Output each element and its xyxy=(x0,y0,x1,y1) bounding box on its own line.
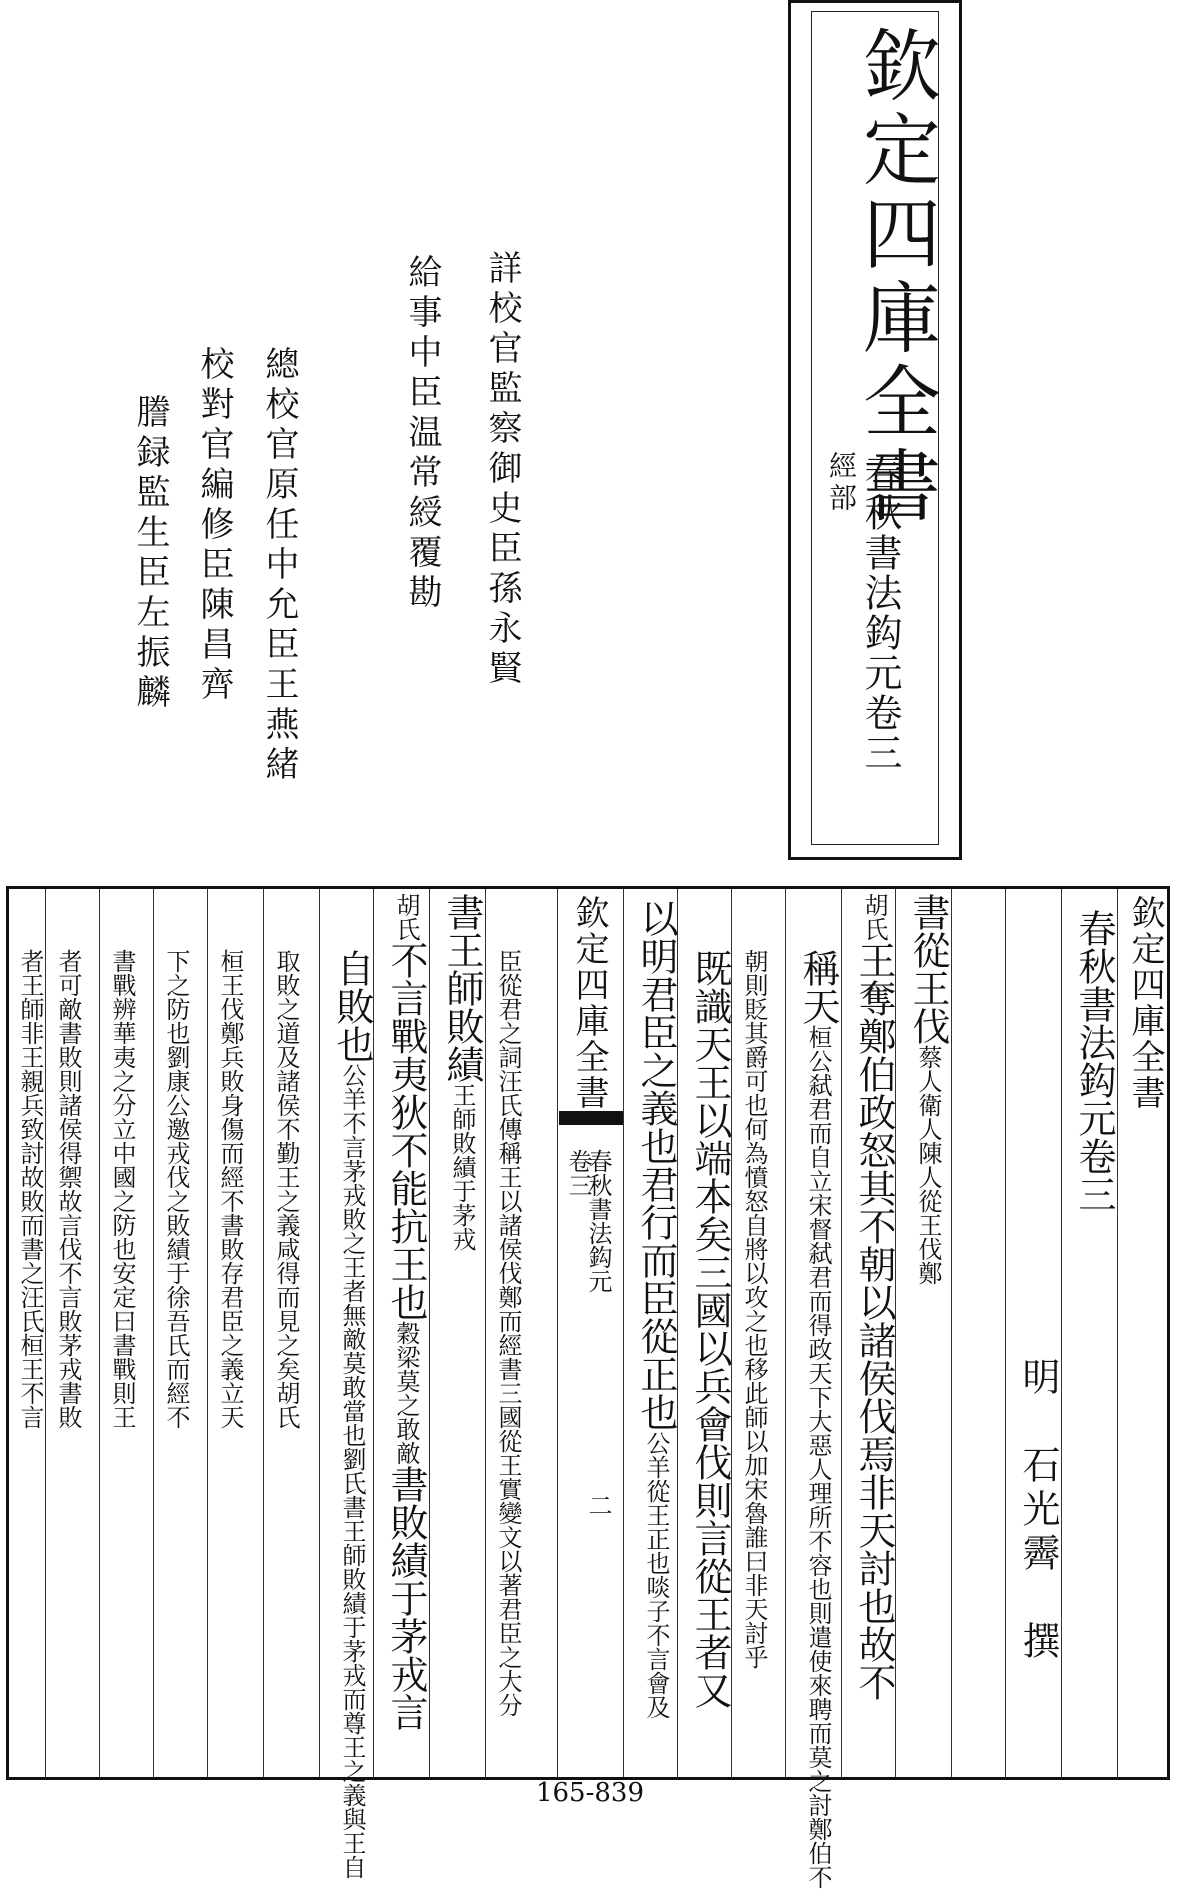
credit-chief-proofreader: 總校官原任中允臣王燕緒 xyxy=(259,346,299,786)
chapter-title: 春秋書法鈎元卷三 xyxy=(1072,909,1116,1213)
title-box xyxy=(788,0,962,860)
center-leaf-number: 二 xyxy=(584,1493,612,1517)
heading-wang-shi: 書王師敗績 xyxy=(440,893,484,1083)
text-ji-shi: 既識天王以端本矣三國以兵會伐則言從王者又 xyxy=(688,949,732,1709)
note-chao-ze: 朝則貶其爵可也何為憤怒自將以攻之也移此師以加宋魯誰曰非天討乎 xyxy=(740,949,768,1669)
note-xia-zhi: 下之防也劉康公邀戎伐之敗績于徐吾氏而經不 xyxy=(162,949,190,1429)
section-label: 經部 xyxy=(825,451,858,515)
center-volume: 卷三 xyxy=(564,1149,592,1197)
book-title: 春秋書法鈎元卷三 xyxy=(858,453,902,773)
author-line: 明 石光霽 撰 xyxy=(1016,1357,1060,1665)
credit-proofreader: 校對官編修臣陳昌齊 xyxy=(194,346,234,706)
note-wang-shi: 王師敗績于茅戎 xyxy=(448,1083,476,1251)
text-cheng-tian: 稱天 xyxy=(796,949,840,1025)
text-bu-yan: 不言戰夷狄不能抗王也 xyxy=(384,941,428,1321)
note-cong-wang: 蔡人衛人陳人從王伐鄭 xyxy=(914,1045,942,1285)
page-header-title: 欽定四庫全書 xyxy=(1125,895,1165,1111)
text-wang-duo: 王奪鄭伯政怒其不朝以諸侯伐焉非天討也故不 xyxy=(852,941,896,1701)
page-number: 165-839 xyxy=(535,1778,645,1808)
note-gong-yang-2: 公羊不言茅戎敗之王者無敵莫敢當也劉氏書王師敗績于茅戎而尊王之義與王自 xyxy=(338,1063,366,1879)
credit-reexaminer: 給事中臣温常綬覆勘 xyxy=(402,254,442,614)
credit-reviewer: 詳校官監察御史臣孫永賢 xyxy=(482,250,522,690)
note-qu-bai: 取敗之道及諸侯不勤王之義咸得而見之矣胡氏 xyxy=(272,949,300,1429)
text-shu-bai: 書敗績于茅戎言 xyxy=(384,1465,428,1731)
note-gong-yang: 公羊從王正也啖子不言會及 xyxy=(642,1431,670,1719)
note-chen-cong: 臣從君之詞汪氏傳稱王以諸侯伐鄭而經書三國從王實變文以著君臣之大分 xyxy=(494,949,522,1717)
text-yi-ming: 以明君臣之義也君行而臣從正也 xyxy=(634,899,678,1431)
text-zi-bai: 自敗也 xyxy=(330,949,374,1063)
source-hu-shi-2: 胡氏 xyxy=(392,893,420,941)
note-huan-gong: 桓公弑君而自立宋督弑君而得政天下大惡人理所不容也則遣使來聘而莫之討鄭伯不 xyxy=(804,1025,832,1889)
note-zhe-wang: 者王師非王親兵致討故敗而書之汪氏桓王不言 xyxy=(16,949,44,1429)
source-hu-shi: 胡氏 xyxy=(860,893,888,941)
note-gu-liang: 穀梁莫之敢敵 xyxy=(392,1321,420,1465)
book-series-title: 欽定四庫全書 xyxy=(850,25,940,529)
credit-copyist: 謄録監生臣左振麟 xyxy=(130,394,170,714)
note-huan-wang: 桓王伐鄭兵敗身傷而經不書敗存君臣之義立天 xyxy=(216,949,244,1429)
center-book-title: 春秋書法鈎元 xyxy=(584,1149,612,1293)
fish-tail-mark xyxy=(559,1111,623,1125)
center-series-title: 欽定四庫全書 xyxy=(569,895,609,1111)
note-zhe-ke: 者可敵書敗則諸侯得禦故言伐不言敗茅戎書敗 xyxy=(54,949,82,1429)
heading-cong-wang: 書從王伐 xyxy=(906,893,950,1045)
note-shu-zhan: 書戰辨華夷之分立中國之防也安定曰書戰則王 xyxy=(108,949,136,1429)
